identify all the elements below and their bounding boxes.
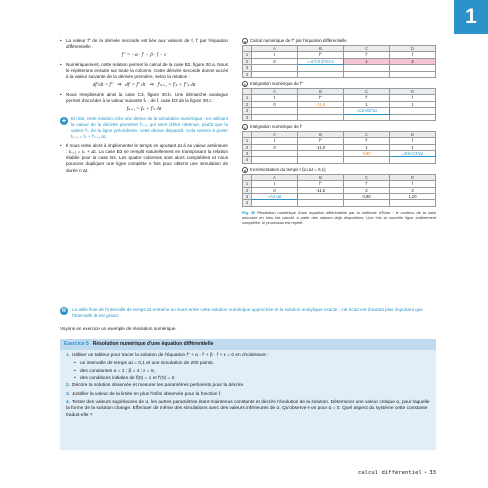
table-cell: =A2+Δt: [252, 194, 298, 200]
table-cell: 1: [344, 144, 390, 150]
table-cell: 0: [252, 144, 298, 150]
left-column: [60, 38, 228, 176]
table-cell: 1: [390, 144, 436, 150]
paragraph-1: • La valeur f'' de la dérivée seconde est liée aux valeurs de f, f' par l'équation différentielle :: [60, 38, 228, 50]
exercise-question-1: 1. Utiliser un tableur pour tracer la solution de l'équation f'' + α · f' + β · f + ε = 0 en choisissant :: [66, 353, 269, 358]
table-cell: [252, 71, 298, 77]
spreadsheet-c: [242, 124, 436, 164]
row-number: 4: [243, 200, 252, 206]
paragraph-4: • Il nous reste alors à implémenter le temps en ajoutant Δt à sa valeur antérieure : tₖ₊₁ = tₖ + Δt. La case B3 se remplit naturellement en transposant la relation établie pour la case B2. Les quatre colonnes sont alors complétées et nous pouvons dupliquer une ligne complète n fois pour obtenir une simulation de durée n Δt.: [60, 143, 228, 173]
row-number: 1: [243, 95, 252, 101]
exercise-question-2: 2. Décrire la solution observée et mesurer les paramètres pertinents pour la décrire.: [66, 383, 245, 389]
table-cell: [298, 71, 344, 77]
table-cell: f'': [298, 52, 344, 58]
spreadsheet-table: [242, 88, 436, 121]
spreadsheet-a: [242, 38, 436, 78]
exercise-box: [60, 339, 436, 450]
sheet-title-text: Calcul numérique de f'' par l'équation différentielle: [250, 38, 347, 44]
spreadsheet-table: [242, 131, 436, 164]
formula-1: f'' = −α · f' − β · f − ε: [121, 52, 167, 59]
table-cell: [344, 157, 390, 163]
remark-r-icon: R: [60, 307, 68, 315]
table-cell: 1: [390, 101, 436, 107]
row-number: 1: [243, 138, 252, 144]
exercise-label: Exercice 5: [64, 341, 89, 348]
exercise-question-3: 3. Justifier la valeur de la limite en plus l'infini observée pour la fonction f.: [66, 391, 222, 397]
plus-icon: +: [61, 116, 67, 126]
table-cell: 0,90: [344, 194, 390, 200]
row-number: 2: [243, 101, 252, 107]
table-cell: t: [252, 138, 298, 144]
exercise-question-2-text: Décrire la solution observée et mesurer les paramètres pertinents pour la décrire.: [72, 383, 245, 389]
column-header: B: [298, 88, 344, 94]
plus-note: [60, 116, 228, 140]
column-header: D: [390, 88, 436, 94]
page-footer: calcul différentiel • 33: [357, 470, 436, 476]
column-header: D: [390, 174, 436, 180]
sheet-title-text: Incrémentation du temps t (ici Δt = 0,1): [250, 166, 326, 172]
column-header: D: [390, 131, 436, 137]
table-cell: t: [252, 95, 298, 101]
table-cell: 2: [344, 187, 390, 193]
row-number: 4: [243, 71, 252, 77]
row-number: 4: [243, 157, 252, 163]
formula-3: fₖ₊₁ = fₖ + f'ₖ Δt: [126, 106, 162, 113]
table-cell: [390, 157, 436, 163]
exercise-question-4-text: Tester des valeurs supérieures de α, les autres paramètres étant maintenus constants et décrire l'évolution de la solution. Déterminer une valeur critique α꜀ pour laquelle la forme de la solution change. Effectuer de même des simulations avec des valeurs inférieures de α. Qu'observe-t-on pour α = 0. Quel aspect du système cette constante traduit-elle ?: [66, 399, 430, 418]
column-header: A: [252, 174, 298, 180]
exercise-sub-3: • des conditions initiales de f(0) = 1 et f'(0) = 2.: [66, 376, 430, 382]
table-cell: t: [252, 181, 298, 187]
chapter-tab: [454, 0, 488, 34]
sheet-letter-badge: b: [243, 81, 247, 87]
table-row: [243, 157, 436, 163]
column-header: C: [344, 46, 390, 52]
chapter-number: 1: [465, 5, 477, 29]
table-cell: [252, 114, 298, 120]
table-cell: [390, 200, 436, 206]
spreadsheet-table: [242, 45, 436, 78]
figure-caption-text: Résolution numérique d'une équation différentielle par la méthode d'Euler : le contenu de la case entourée en bleu est calculé à partir des valeurs déjà disponibles. Une fois la nouvelle ligne entièrement complétée, le processus est répété.: [242, 209, 436, 226]
spreadsheet-title: [242, 124, 436, 130]
table-cell: [252, 157, 298, 163]
table-cell: [298, 114, 344, 120]
remark: [60, 307, 436, 319]
row-number: 4: [243, 114, 252, 120]
table-cell: 1: [344, 101, 390, 107]
row-number: 3: [243, 194, 252, 200]
column-header: C: [344, 88, 390, 94]
row-number: 2: [243, 58, 252, 64]
column-header: A: [252, 88, 298, 94]
exercise-question-1-text: Utiliser un tableur pour tracer la solution de l'équation f'' + α · f' + β · f + ε = 0 en choisissant :: [72, 353, 269, 358]
row-number: 2: [243, 187, 252, 193]
table-cell: 3: [390, 187, 436, 193]
sheet-letter-badge: d: [243, 167, 247, 173]
exercise-question-4: 4. Tester des valeurs supérieures de α, les autres paramètres étant maintenus constants et décrire l'évolution de la solution. Déterminer une valeur critique α꜀ pour laquelle la forme de la solution change. Effectuer de même des simulations avec des valeurs inférieures de α. Qu'observe-t-on pour α = 0. Quel aspect du système cette constante traduit-elle ?: [66, 399, 430, 418]
table-cell: =-α*C2-β*D2-ε: [298, 58, 344, 64]
spreadsheet-title: [242, 167, 436, 173]
spreadsheet-title: [242, 38, 436, 44]
exercise-sub-2: • des constantes α = 1 ; β = 4 ; ε = 5,: [66, 369, 430, 375]
sheet-letter-badge: c: [244, 124, 246, 130]
table-cell: 2: [390, 58, 436, 64]
table-cell: =C2+B2*Δt: [344, 108, 390, 114]
footer-page-number: 33: [429, 470, 436, 476]
exercise-header: [60, 339, 436, 350]
table-cell: -11,0: [298, 144, 344, 150]
row-number: 2: [243, 144, 252, 150]
table-cell: t: [252, 52, 298, 58]
column-header: D: [390, 46, 436, 52]
figure-caption-label: Fig. 30: [242, 209, 256, 215]
sheet-letter-badge: a: [243, 39, 247, 44]
table-cell: f: [390, 138, 436, 144]
table-cell: [344, 71, 390, 77]
spreadsheet-figures: [242, 38, 436, 207]
table-cell: f'': [298, 181, 344, 187]
paragraph-2: • Numériquement, cette relation permet le calcul de la case B2, figure 30.a. Nous le répèterons ensuite sur toute la colonne. Cette dérivée seconde donne accès à la valeur suivante de la dérivée première, selon la relation :: [60, 62, 228, 80]
sheet-title-text: Intégration numérique de f'': [250, 81, 303, 87]
row-number: 3: [243, 108, 252, 114]
table-row: [243, 114, 436, 120]
table-cell: [298, 200, 344, 206]
intro-line: Voyons en exercice un exemple de résolution numérique.: [60, 326, 177, 331]
table-cell: [390, 71, 436, 77]
table-cell: f': [344, 95, 390, 101]
plus-note-text: En fait, cette relation crée une dérive de la simulation numérique : en utilisant la valeur de la dérivée première f'ₖ₊₁ qui vient d'être obtenue, plutôt que la valeur f'ₖ de la ligne précédente, cette dérive disparaît. Cela revient à poser fₖ₊₁ = fₖ + f'ₖ₊₁ Δt.: [71, 116, 228, 140]
table-cell: 1: [344, 58, 390, 64]
column-header: A: [252, 131, 298, 137]
table-cell: [344, 114, 390, 120]
exercise-sub-1: • un intervalle de temps Δt = 0,1 et une simulation de 200 points.: [66, 361, 430, 367]
spreadsheet-d: [242, 167, 436, 207]
remark-text: La taille finie de l'intervalle de temps Δt entraîne un écart entre cette solution numérique approchée et la solution analytique exacte ; cet écart est d'autant plus important que l'intervalle dt est grand.: [72, 307, 423, 319]
table-cell: -11,0: [298, 101, 344, 107]
table-cell: f': [344, 138, 390, 144]
footer-section: calcul différentiel: [357, 470, 422, 476]
spreadsheet-title: [242, 81, 436, 87]
table-cell: f': [344, 52, 390, 58]
table-cell: f'': [298, 138, 344, 144]
table-cell: =D2+C3*Δt: [390, 151, 436, 157]
sheet-title-text: Intégration numérique de f': [250, 124, 303, 129]
paragraph-3: • Nous remplissons ainsi la case C3, figure 30.b. Une démarche analogue permet d'accéder à la valeur suivante fₖ : de f, case D3 de la figure 30.c :: [60, 92, 228, 104]
table-cell: f: [390, 95, 436, 101]
table-cell: 0: [252, 58, 298, 64]
column-header: C: [344, 174, 390, 180]
column-header: A: [252, 46, 298, 52]
column-header: B: [298, 174, 344, 180]
table-cell: [252, 200, 298, 206]
table-cell: 0: [252, 101, 298, 107]
row-number: 3: [243, 65, 252, 71]
table-cell: -11,0: [298, 187, 344, 193]
table-cell: [390, 114, 436, 120]
row-number: 1: [243, 52, 252, 58]
column-header: C: [344, 131, 390, 137]
spreadsheet-table: [242, 174, 436, 207]
table-cell: 0: [252, 187, 298, 193]
exercise-question-3-text: Justifier la valeur de la limite en plus l'infini observée pour la fonction f.: [72, 391, 222, 397]
table-cell: [298, 157, 344, 163]
spreadsheet-b: [242, 81, 436, 121]
table-cell: f: [390, 181, 436, 187]
row-number: 1: [243, 181, 252, 187]
table-cell: 0,90: [344, 151, 390, 157]
table-cell: f': [344, 181, 390, 187]
exercise-body: [60, 350, 436, 424]
figure-caption: [242, 210, 436, 225]
right-column: [242, 38, 436, 225]
column-header: B: [298, 131, 344, 137]
row-number: 3: [243, 151, 252, 157]
formula-2: df'/dt = f'' ⇒ df' = f'' dt ⇒ f'ₖ₊₁ = f'ₖ + f''ₖ Δt: [92, 82, 196, 89]
table-cell: 1,20: [390, 194, 436, 200]
table-cell: f: [390, 52, 436, 58]
exercise-title: Résolution numérique d'une équation différentielle: [92, 341, 214, 348]
table-row: [243, 200, 436, 206]
table-cell: [344, 200, 390, 206]
column-header: B: [298, 46, 344, 52]
table-cell: f'': [298, 95, 344, 101]
table-row: [243, 71, 436, 77]
